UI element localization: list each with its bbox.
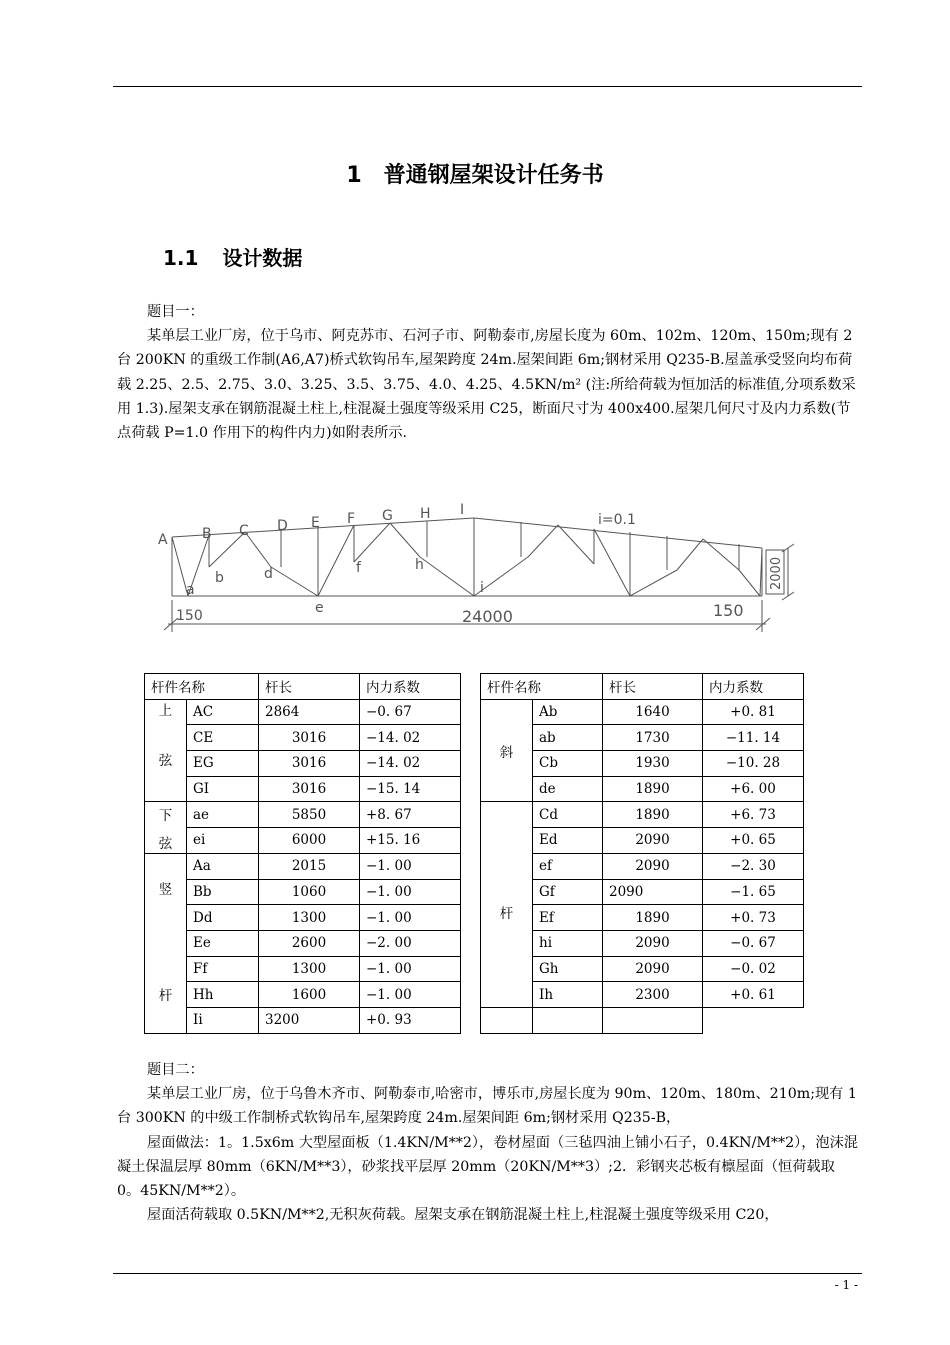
header-cell: 内力系数 [360, 674, 461, 700]
member-coef: −0. 67 [360, 699, 461, 725]
member-name: Cb [533, 751, 603, 777]
page-number: - 1 - [834, 1278, 858, 1292]
member-name: ae [187, 802, 259, 828]
member-coef: +8. 67 [360, 802, 461, 828]
member-name: Gh [533, 956, 603, 982]
member-name: EG [187, 751, 259, 777]
member-coef: +0. 65 [703, 828, 804, 854]
node-label-top: G [382, 508, 393, 524]
node-label-bottom: f [356, 560, 361, 576]
member-coef: −0. 67 [703, 930, 804, 956]
member-length: 1890 [603, 776, 703, 802]
member-coef: −0. 02 [703, 956, 804, 982]
member-length: 1890 [603, 905, 703, 931]
group-diagonal-1 [481, 699, 533, 802]
member-name: Ee [187, 930, 259, 956]
group-char: 杆 [499, 906, 514, 923]
member-name: Ii [187, 1007, 259, 1033]
table-header-row [145, 674, 804, 700]
group-char: 斜 [499, 744, 514, 761]
slope-label: i=0.1 [598, 512, 636, 528]
span-label: 24000 [462, 607, 513, 626]
member-name: GI [187, 776, 259, 802]
member-name: ei [187, 828, 259, 854]
group-char: 下 [158, 807, 173, 824]
member-coef: −1. 00 [360, 956, 461, 982]
group-char: 杆 [158, 987, 173, 1004]
node-label-bottom: h [415, 557, 424, 573]
member-length: 3016 [259, 776, 360, 802]
member-coef: −1. 00 [360, 879, 461, 905]
group-char: 弦 [158, 835, 173, 852]
member-length: 2090 [603, 828, 703, 854]
group-char: 上 [158, 702, 173, 719]
footer-rule [113, 1273, 862, 1274]
truss-diagram [150, 492, 800, 634]
member-name: Ef [533, 905, 603, 931]
member-name: AC [187, 699, 259, 725]
member-length: 6000 [259, 828, 360, 854]
node-label-bottom: a [186, 582, 195, 598]
left-offset-label: 150 [176, 608, 203, 624]
member-name: hi [533, 930, 603, 956]
node-label-top: D [277, 518, 288, 534]
node-label-top: F [347, 511, 356, 527]
member-length: 3016 [259, 751, 360, 777]
page-title [0, 158, 950, 189]
member-length: 1300 [259, 905, 360, 931]
header-cell: 杆长 [259, 674, 360, 700]
group-lower-chord [145, 802, 187, 853]
empty-cell [481, 1007, 533, 1033]
section-text: 设计数据 [222, 246, 303, 270]
node-label-bottom: b [215, 570, 224, 586]
empty-cell [603, 1007, 703, 1033]
problem-one [117, 300, 862, 445]
member-length: 2600 [259, 930, 360, 956]
member-name: Ed [533, 828, 603, 854]
header-cell: 杆件名称 [481, 674, 603, 700]
member-length: 1600 [259, 982, 360, 1008]
group-char: 竖 [158, 881, 173, 898]
height-label: 2000 [769, 556, 784, 590]
member-coef: +15. 16 [360, 828, 461, 854]
member-length: 1060 [259, 879, 360, 905]
member-length: 2300 [603, 982, 703, 1008]
member-length: 2090 [603, 956, 703, 982]
live-load-text: 屋面活荷载取 0.5KN/M**2,无积灰荷载。屋架支承在钢筋混凝土柱上,柱混凝土强度等级采用 C20， [147, 1207, 779, 1224]
roof-method-text: 屋面做法：1。1.5x6m 大型屋面板（1.4KN/M**2），卷材屋面（三毡四油上铺小石子，0.4KN/M**2），泡沫混凝土保温层厚 80mm（6KN/M**3），砂浆找平层厚 20mm（20KN/M**3）;2．彩钢夹芯板有檩屋面（恒荷载取 0。45KN/M**2）。 [117, 1134, 858, 1200]
member-coef: −1. 00 [360, 853, 461, 879]
member-name: Aa [187, 853, 259, 879]
member-name: Bb [187, 879, 259, 905]
member-name: Cd [533, 802, 603, 828]
member-name: Ff [187, 956, 259, 982]
member-table [144, 673, 804, 1034]
node-label-top: E [311, 515, 320, 531]
member-length: 1300 [259, 956, 360, 982]
title-text: 普通钢屋架设计任务书 [383, 163, 604, 188]
header-cell: 杆长 [603, 674, 703, 700]
header-rule [113, 86, 862, 87]
problem-two-text: 某单层工业厂房，位于乌鲁木齐市、阿勒泰市,哈密市，博乐市,房屋长度为 90m、120m、180m、210m;现有 1 台 300KN 的中级工作制桥式软钩吊车,屋架跨度 24m.屋架间距 6m;钢材采用 Q235-B， [117, 1086, 857, 1127]
group-vertical [145, 853, 187, 1033]
member-coef: +0. 93 [360, 1007, 461, 1033]
member-length: 1890 [603, 802, 703, 828]
node-label-top: H [420, 506, 431, 522]
member-length: 2015 [259, 853, 360, 879]
group-diagonal-2 [481, 802, 533, 1008]
member-coef: −1. 00 [360, 905, 461, 931]
member-coef: −15. 14 [360, 776, 461, 802]
member-name: Ab [533, 699, 603, 725]
member-coef: −1. 65 [703, 879, 804, 905]
member-coef: +6. 73 [703, 802, 804, 828]
group-char: 弦 [158, 752, 173, 769]
member-length: 1930 [603, 751, 703, 777]
node-label-bottom: d [264, 566, 273, 582]
top-chord [172, 518, 762, 548]
table-gap [461, 674, 481, 1034]
member-length: 2864 [259, 699, 360, 725]
member-coef: +0. 73 [703, 905, 804, 931]
group-upper-chord [145, 699, 187, 802]
member-length: 3200 [259, 1007, 360, 1033]
member-length: 3016 [259, 725, 360, 751]
member-length: 5850 [259, 802, 360, 828]
member-name: Hh [187, 982, 259, 1008]
section-number: 1.1 [163, 246, 199, 270]
member-coef: +0. 81 [703, 699, 804, 725]
title-number: 1 [346, 163, 362, 188]
problem-one-text: 某单层工业厂房，位于乌市、阿克苏市、石河子市、阿勒泰市,房屋长度为 60m、102m、120m、150m;现有 2 台 200KN 的重级工作制(A6,A7)桥式软钩吊车,屋架跨度 24m.屋架间距 6m;钢材采用 Q235-B.屋盖承受竖向均布荷载 2.25、2.5、2.75、3.0、3.25、3.5、3.75、4.0、4.25、4.5KN/m² (注:所给荷载为恒加活的标准值,分项系数采用 1.3).屋架支承在钢筋混凝土柱上,柱混凝土强度等级采用 C25，断面尺寸为 400x400.屋架几何尺寸及内力系数(节点荷载 P=1.0 作用下的构件内力)如附表所示. [117, 328, 856, 442]
node-label-bottom: i [480, 580, 484, 596]
node-label-top: B [202, 526, 212, 542]
right-offset-label: 150 [713, 601, 744, 620]
problem-one-label: 题目一： [147, 304, 204, 320]
member-name: Ih [533, 982, 603, 1008]
header-cell: 杆件名称 [145, 674, 259, 700]
member-coef: −14. 02 [360, 751, 461, 777]
member-coef: −1. 00 [360, 982, 461, 1008]
problem-two-label: 题目二： [147, 1062, 204, 1078]
member-coef: −2. 00 [360, 930, 461, 956]
member-coef: +0. 61 [703, 982, 804, 1008]
member-name: ab [533, 725, 603, 751]
member-length: 2090 [603, 853, 703, 879]
member-name: ef [533, 853, 603, 879]
empty-cell [533, 1007, 603, 1033]
member-name: CE [187, 725, 259, 751]
member-name: de [533, 776, 603, 802]
member-coef: −11. 14 [703, 725, 804, 751]
member-name: Gf [533, 879, 603, 905]
section-heading [163, 242, 302, 271]
node-label-bottom: e [315, 600, 324, 616]
member-coef: +6. 00 [703, 776, 804, 802]
member-length: 1640 [603, 699, 703, 725]
member-length: 2090 [603, 879, 703, 905]
header-cell: 内力系数 [703, 674, 804, 700]
problem-two [117, 1058, 862, 1227]
member-coef: −2. 30 [703, 853, 804, 879]
member-length: 1730 [603, 725, 703, 751]
member-length: 2090 [603, 930, 703, 956]
node-label-top: C [239, 523, 249, 539]
node-label-top: I [460, 502, 465, 518]
member-coef: −14. 02 [360, 725, 461, 751]
member-name: Dd [187, 905, 259, 931]
node-label-top: A [158, 532, 168, 548]
member-coef: −10. 28 [703, 751, 804, 777]
